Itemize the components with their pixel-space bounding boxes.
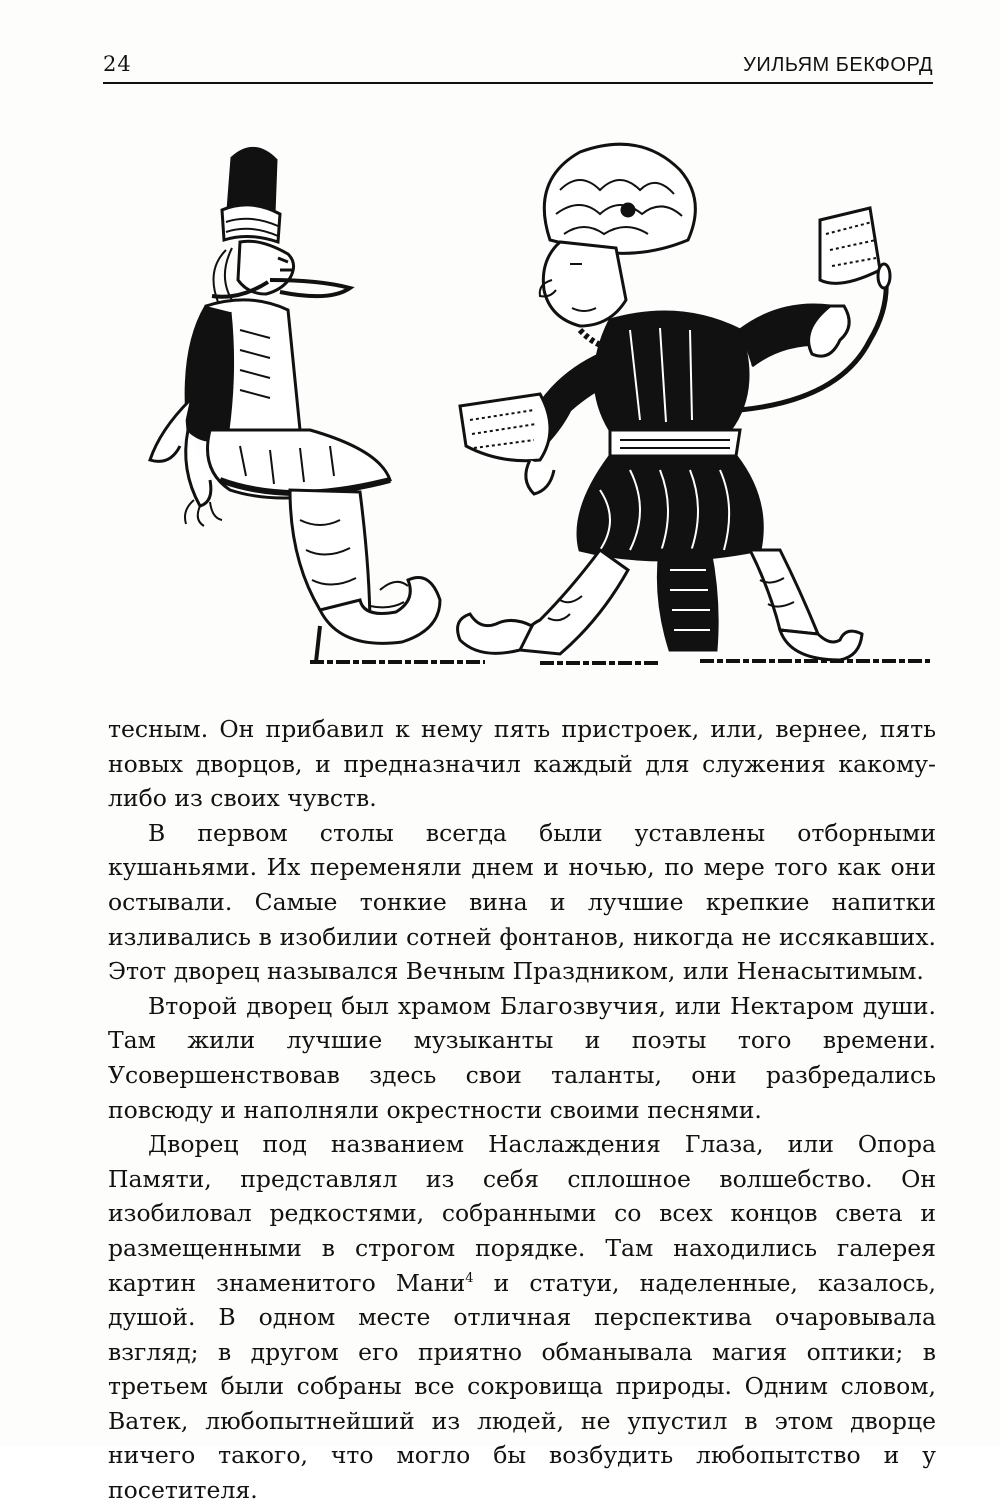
paragraph-4-part-2: и статуи, наделенные, казалось, душой. В одном месте отличная перспектива очаровывала взгляд; в другом его приятно обманывала магия оптики; в третьем были собраны все сокровища природы. Одним словом, Ватек, любопытнейший из людей, не упустил в этом дворце ничего такого, что могло бы возбудить любопытство и у посетителя. — [108, 1268, 936, 1505]
page-number: 24 — [103, 52, 132, 76]
paragraph-4 — [108, 1127, 936, 1508]
running-title: УИЛЬЯМ БЕКФОРД — [743, 54, 933, 76]
paragraph-2: В первом столы всегда были уставлены отборными кушаньями. Их переменяли днем и ночью, по мере того как они остывали. Самые тонкие вина и лучшие крепкие напитки изливались в изобилии сотней фонтанов, никогда не иссякавших. Этот дворец назывался Вечным Праздником, или Ненасытимым. — [108, 818, 936, 986]
header-rule — [103, 82, 933, 84]
paragraph-3: Второй дворец был храмом Благозвучия, или Нектаром души. Там жили лучшие музыканты и поэты того времени. Усовершенствовав здесь свои таланты, они разбредались повсюду и наполняли окрестности своими песнями. — [108, 991, 936, 1124]
paragraph-1: тесным. Он прибавил к нему пять пристроек, или, вернее, пять новых дворцов, и предназначил каждый для служения какому-либо из своих чувств. — [108, 715, 936, 813]
paragraph-4-part-1: Дворец под названием Наслаждения Глаза, или Опора Памяти, представлял из себя сплошное волшебство. Он изобиловал редкостями, собранными со всех концов света и размещенными в строгом порядке. Там находились галерея картин знаменитого Мани — [108, 1130, 936, 1297]
left-figure — [150, 148, 440, 662]
right-figure — [458, 144, 890, 660]
footnote-mark[interactable]: 4 — [465, 1270, 474, 1286]
illustration-two-dancers — [140, 130, 930, 675]
running-head — [103, 52, 933, 82]
illustration-drawing — [140, 130, 930, 675]
body-text — [108, 712, 936, 1508]
